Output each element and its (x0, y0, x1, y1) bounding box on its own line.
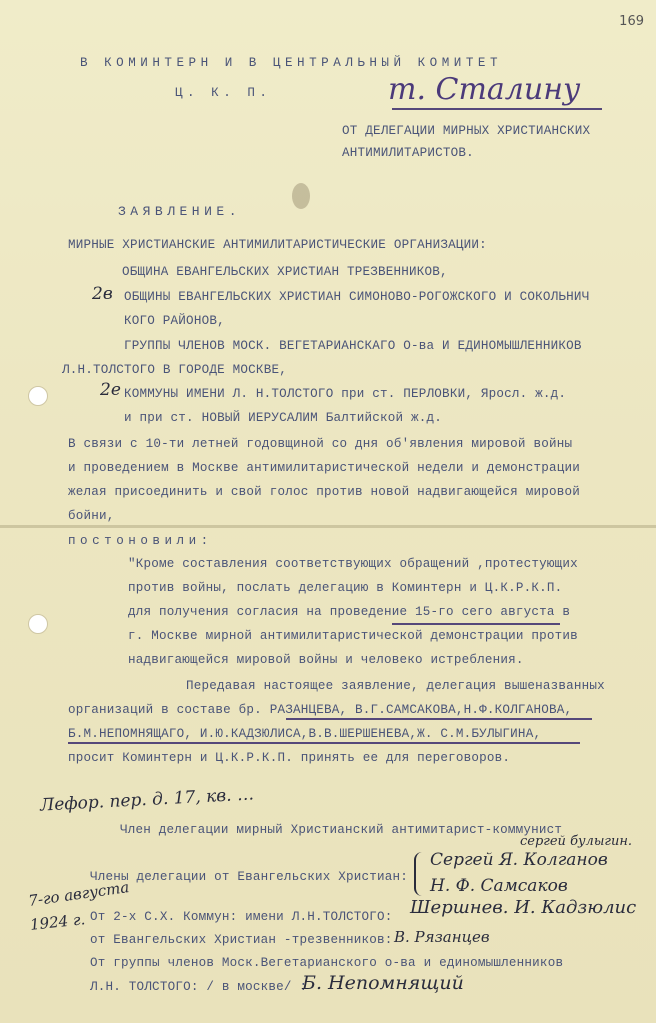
header-from-line2: АНТИМИЛИТАРИСТОВ. (342, 146, 474, 160)
resolution-line: "Кроме составления соответствующих обращений ,протестующих (128, 557, 578, 571)
org-item-4-line1: КОММУНЫ ИМЕНИ Л. Н.ТОЛСТОГО при ст. ПЕРЛОВКИ, Яросл. ж.д. (124, 387, 567, 401)
org-item-3-line1: ГРУППЫ ЧЛЕНОВ МОСК. ВЕГЕТАРИАНСКАГО О-ва И ЕДИНОМЫШЛЕННИКОВ (124, 339, 582, 353)
resolution-line: надвигающейся мировой войны и человеко истребления. (128, 653, 524, 667)
signature-handwritten: В. Рязанцев (394, 928, 490, 946)
ink-blot (292, 183, 310, 209)
date-underline (392, 623, 560, 625)
body-line: Б.М.НЕПОМНЯЩАГО, И.Ю.КАДЗЮЛИСА,В.В.ШЕРШЕНЕВА,Ж. С.М.БУЛЫГИНА, (68, 727, 542, 741)
body-line: В связи с 10-ти летней годовщиной со дня об'явления мировой войны (68, 437, 573, 451)
signature-label: От группы членов Моск.Вегетарианского о-ва и единомышленников (90, 956, 564, 970)
date-handwritten: 1924 г. (29, 910, 87, 934)
org-item-2-line2: КОГО РАЙОНОВ, (124, 314, 225, 328)
header-recipient: В КОМИНТЕРН И В ЦЕНТРАЛЬНЫЙ КОМИТЕТ (80, 56, 503, 70)
names-underline (286, 718, 592, 720)
date-handwritten: 7-го августа (27, 878, 131, 910)
body-line: организаций в составе бр. РАЗАНЦЕВА, В.Г.САМСАКОВА,Н.Ф.КОЛГАНОВА, (68, 703, 573, 717)
header-from-line1: ОТ ДЕЛЕГАЦИИ МИРНЫХ ХРИСТИАНСКИХ (342, 124, 591, 138)
signature-handwritten: Шершнев. И. Кадзюлис (410, 897, 637, 918)
body-line: бойни, (68, 509, 115, 523)
signature-handwritten: Н. Ф. Самсаков (430, 876, 568, 896)
resolved-heading: постоновили: (68, 534, 213, 548)
address-handwritten: т. Сталину (388, 72, 581, 107)
resolution-line: для получения согласия на проведение 15-го сего августа в (128, 605, 571, 619)
org-item-4-number: 2е (100, 380, 121, 400)
org-item-2-number: 2в (92, 284, 113, 304)
orgs-intro: МИРНЫЕ ХРИСТИАНСКИЕ АНТИМИЛИТАРИСТИЧЕСКИЕ ОРГАНИЗАЦИИ: (68, 238, 487, 252)
address-underline (392, 108, 602, 110)
signature-label: Л.Н. ТОЛСТОГО: / в москве/ : (90, 980, 308, 994)
org-item-4-line2: и при ст. НОВЫЙ ИЕРУСАЛИМ Балтийской ж.д. (124, 411, 443, 425)
signature-handwritten: Сергей Я. Колганов (430, 850, 608, 870)
signature-label: от Евангельских Христиан -трезвенников: (90, 933, 393, 947)
body-line: желая присоединить и свой голос против новой надвигающейся мировой (68, 485, 580, 499)
body-line: Передавая настоящее заявление, делегация вышеназванных (186, 679, 605, 693)
signature-label: От 2-х С.Х. Коммун: имени Л.Н.ТОЛСТОГО: (90, 910, 393, 924)
org-item-3-line2: Л.Н.ТОЛСТОГО В ГОРОДЕ МОСКВЕ, (62, 363, 287, 377)
page-number: 169 (619, 14, 644, 29)
body-line: и проведением в Москве антимилитаристической недели и демонстрации (68, 461, 580, 475)
header-party: Ц. К. П. (175, 86, 272, 100)
resolution-line: г. Москве мирной антимилитаристической демонстрации против (128, 629, 578, 643)
signature-label: Члены делегации от Евангельских Христиан: (90, 870, 409, 884)
org-item-2-line1: ОБЩИНЫ ЕВАНГЕЛЬСКИХ ХРИСТИАН СИМОНОВО-РОГОЖСКОГО И СОКОЛЬНИЧ (124, 290, 590, 304)
signature-label: Член делегации мирный Христианский антимитарист-коммунист (120, 823, 563, 837)
punch-hole (28, 614, 48, 634)
body-line: просит Коминтерн и Ц.К.Р.К.П. принять ее для переговоров. (68, 751, 511, 765)
fold-line (0, 525, 656, 528)
document-title: ЗАЯВЛЕНИЕ. (118, 204, 242, 219)
signature-brace (414, 852, 426, 896)
signature-handwritten: Б. Непомнящий (302, 972, 464, 994)
signature-handwritten: сергей булыгин. (520, 834, 633, 849)
margin-address-note: Лефор. пер. д. 17, кв. … (39, 784, 255, 816)
org-item-1: ОБЩИНА ЕВАНГЕЛЬСКИХ ХРИСТИАН ТРЕЗВЕННИКОВ, (122, 265, 448, 279)
resolution-line: против войны, послать делегацию в Коминтерн и Ц.К.Р.К.П. (128, 581, 563, 595)
punch-hole (28, 386, 48, 406)
names-underline (68, 742, 580, 744)
